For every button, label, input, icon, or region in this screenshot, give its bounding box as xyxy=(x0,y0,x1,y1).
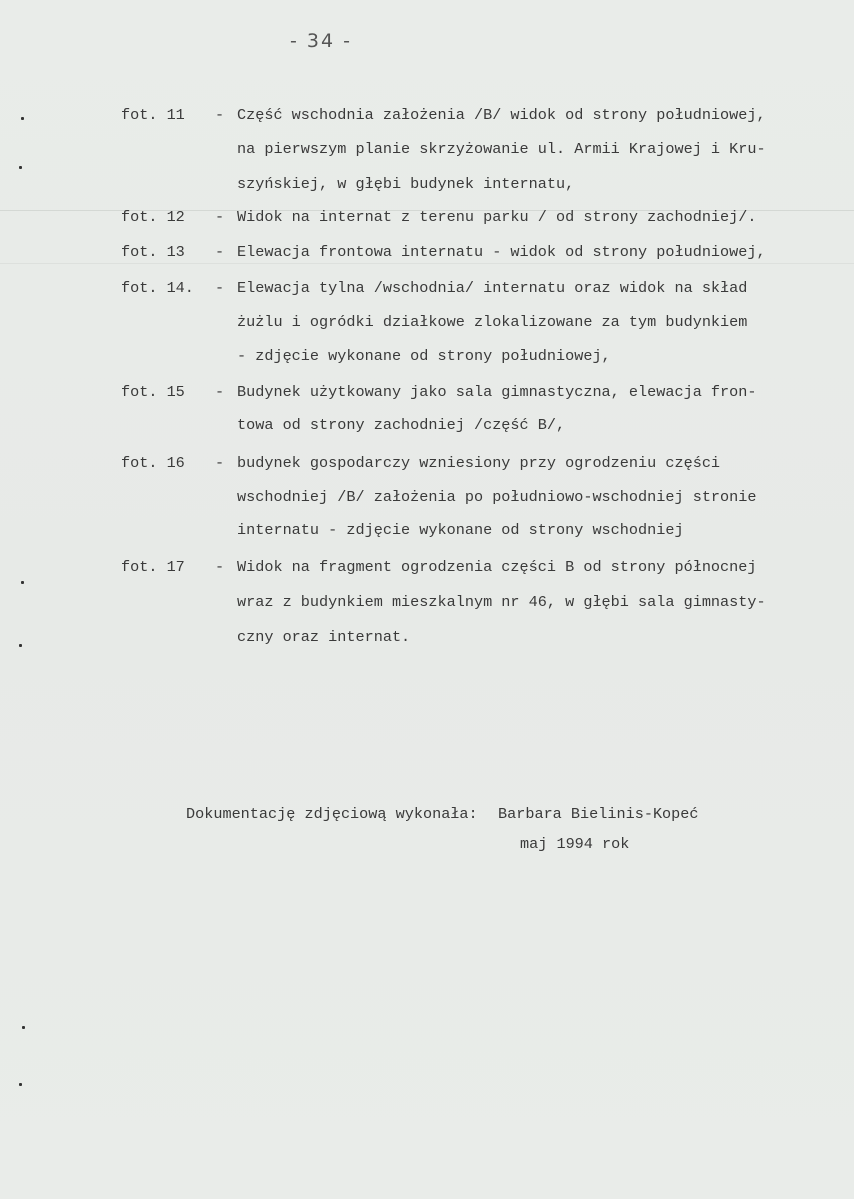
binding-mark-icon xyxy=(21,581,24,584)
binding-mark-icon xyxy=(19,1083,22,1086)
entry-dash: - xyxy=(215,279,225,297)
entry-text-line: czny oraz internat. xyxy=(237,628,411,646)
entry-text-line: wschodniej /B/ założenia po południowo-wschodniej stronie xyxy=(237,488,757,506)
entry-dash: - xyxy=(215,558,225,576)
entry-dash: - xyxy=(215,106,225,124)
entry-text-line: Część wschodnia założenia /B/ widok od strony południowej, xyxy=(237,106,766,124)
photo-label: fot. 12 xyxy=(121,208,185,226)
entry-text-line: żużlu i ogródki działkowe zlokalizowane za tym budynkiem xyxy=(237,313,748,331)
entry-text-line: szyńskiej, w głębi budynek internatu, xyxy=(237,175,575,193)
entry-text-line: Budynek użytkowany jako sala gimnastyczna, elewacja fron- xyxy=(237,383,757,401)
entry-text-line: Elewacja frontowa internatu - widok od strony południowej, xyxy=(237,243,766,261)
binding-mark-icon xyxy=(19,166,22,169)
binding-mark-icon xyxy=(19,644,22,647)
photo-label: fot. 13 xyxy=(121,243,185,261)
entry-text-line: internatu - zdjęcie wykonane od strony wschodniej xyxy=(237,521,684,539)
photo-label: fot. 11 xyxy=(121,106,185,124)
entry-text-line: wraz z budynkiem mieszkalnym nr 46, w głębi sala gimnasty- xyxy=(237,593,766,611)
binding-mark-icon xyxy=(22,1026,25,1029)
credit-date: maj 1994 rok xyxy=(520,835,630,853)
entry-dash: - xyxy=(215,208,225,226)
entry-text-line: Widok na fragment ogrodzenia części B od strony północnej xyxy=(237,558,757,576)
binding-mark-icon xyxy=(21,117,24,120)
photo-label: fot. 17 xyxy=(121,558,185,576)
entry-dash: - xyxy=(215,454,225,472)
entry-text-line: towa od strony zachodniej /część B/, xyxy=(237,416,566,434)
entry-text-line: Widok na internat z terenu parku / od strony zachodniej/. xyxy=(237,208,757,226)
entry-dash: - xyxy=(215,243,225,261)
entry-text-line: na pierwszym planie skrzyżowanie ul. Armii Krajowej i Kru- xyxy=(237,140,766,158)
credit-name: Barbara Bielinis-Kopeć xyxy=(498,805,699,823)
photo-label: fot. 15 xyxy=(121,383,185,401)
scan-fold-line xyxy=(0,263,854,264)
entry-text-line: - zdjęcie wykonane od strony południowej, xyxy=(237,347,611,365)
entry-text-line: Elewacja tylna /wschodnia/ internatu oraz widok na skład xyxy=(237,279,748,297)
page-number: - 34 - xyxy=(290,30,352,52)
credit-label: Dokumentację zdjęciową wykonała: xyxy=(186,805,478,823)
photo-label: fot. 16 xyxy=(121,454,185,472)
entry-text-line: budynek gospodarczy wzniesiony przy ogrodzeniu części xyxy=(237,454,721,472)
photo-label: fot. 14. xyxy=(121,279,194,297)
entry-dash: - xyxy=(215,383,225,401)
